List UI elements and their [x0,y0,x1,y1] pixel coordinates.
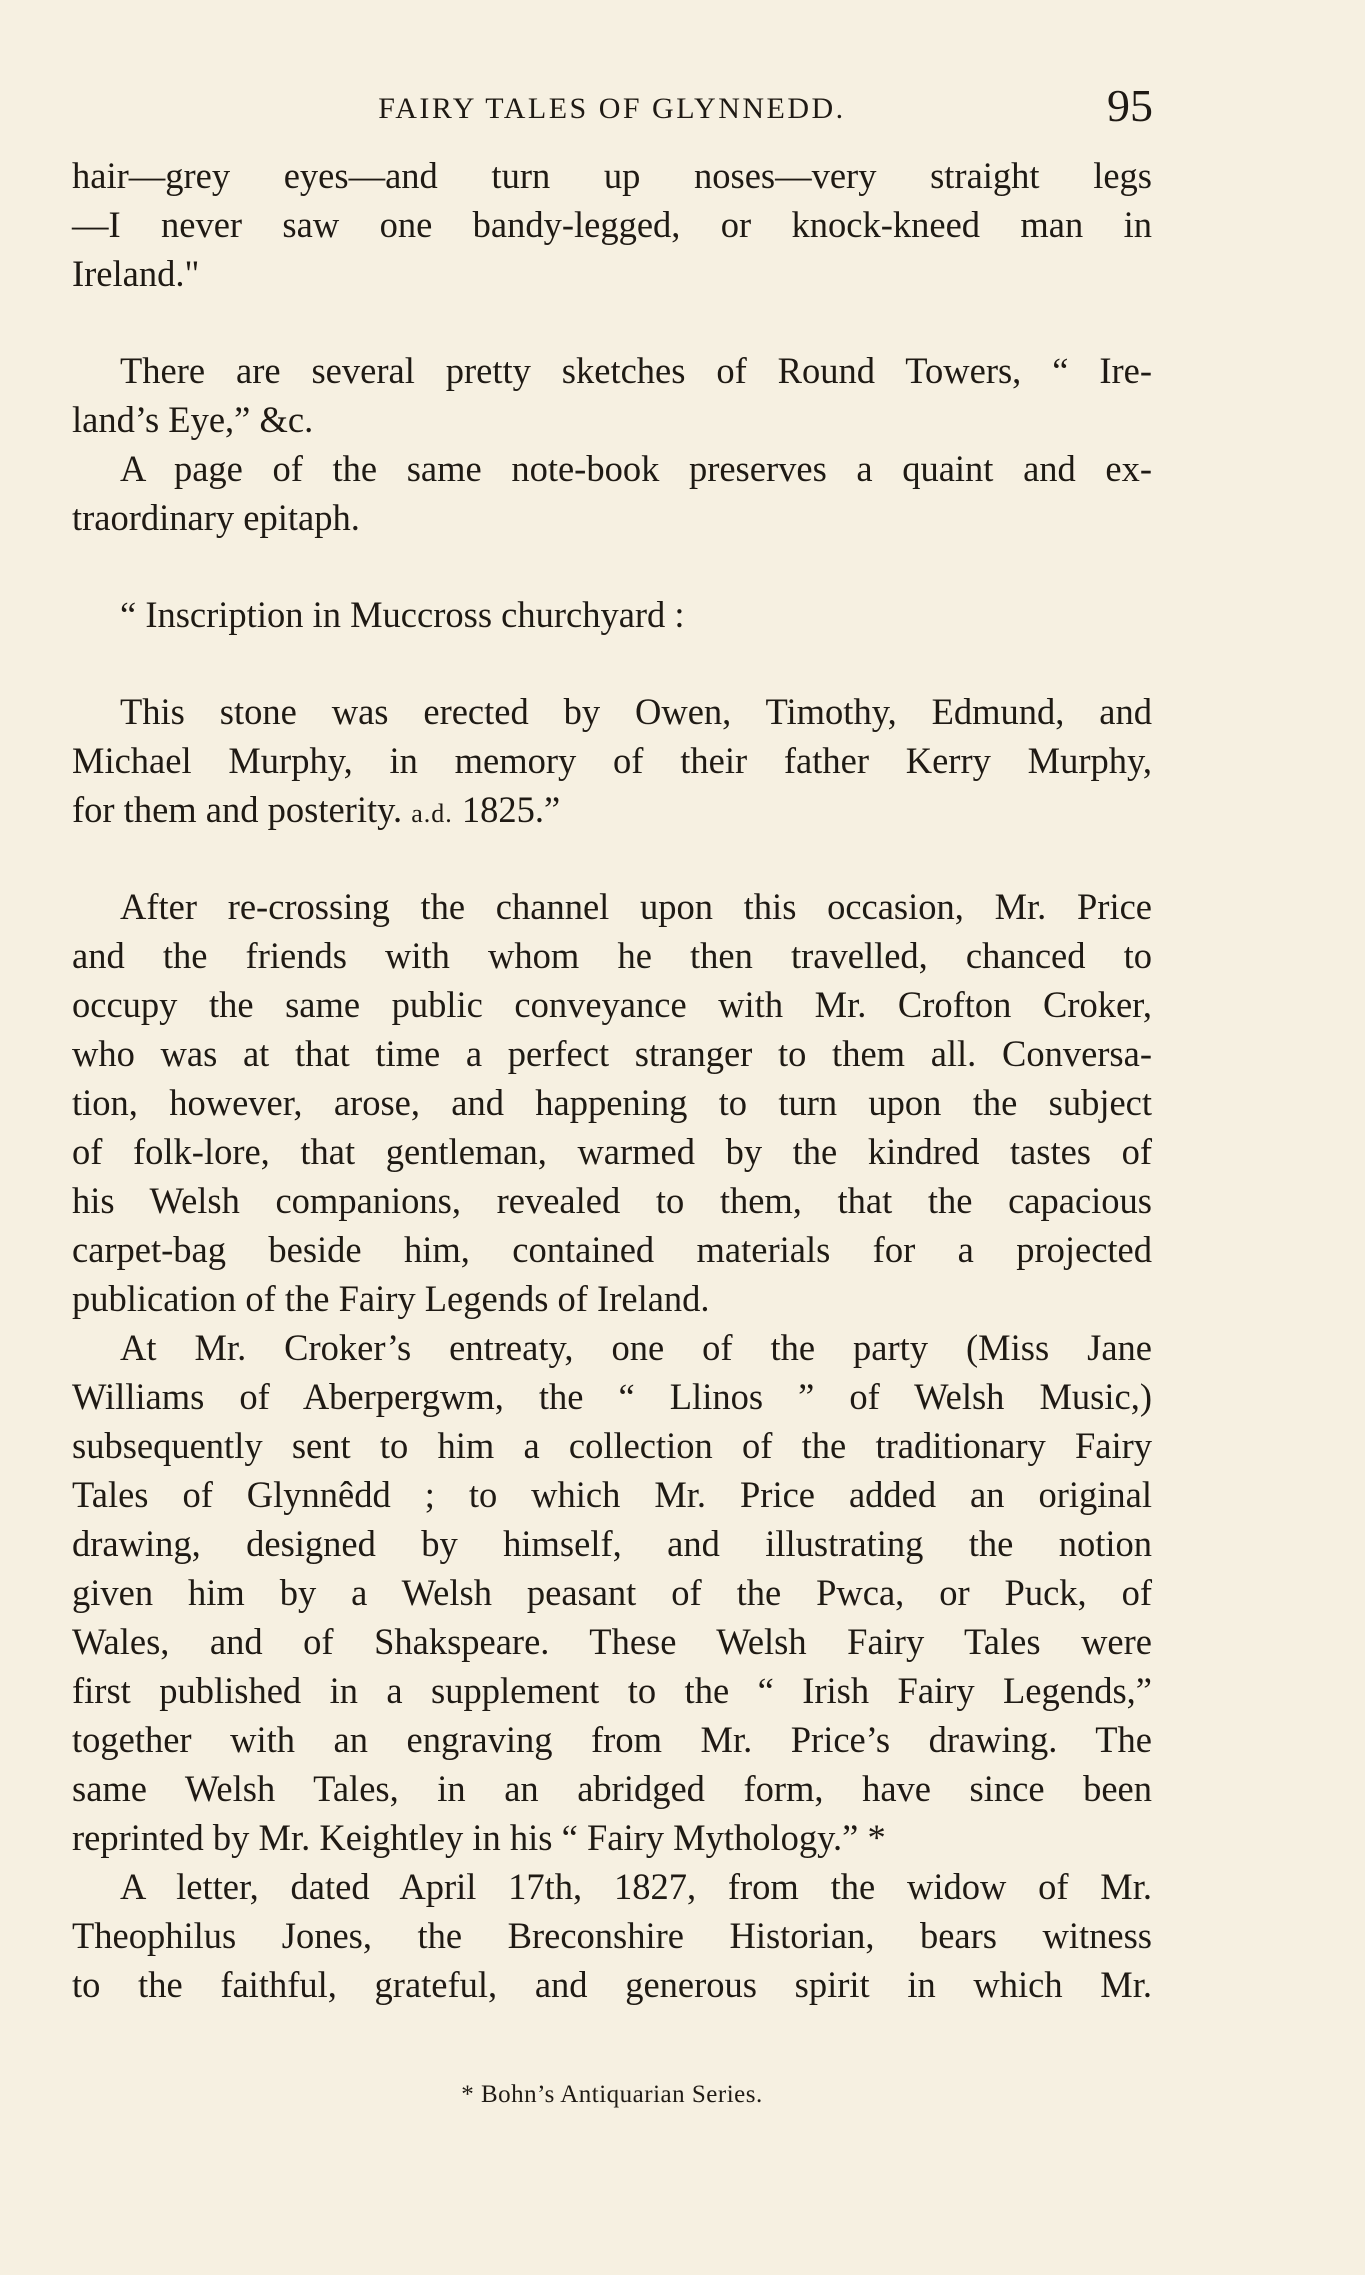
text-line: Michael Murphy, in memory of their father Kerry Murphy, [72,740,1152,781]
text-line: who was at that time a perfect stranger to them all. Conversa- [72,1033,1152,1074]
text-line: subsequently sent to him a collection of the traditionary Fairy [72,1425,1152,1466]
text-line [72,785,1152,834]
text-line: At Mr. Croker’s entreaty, one of the party (Miss Jane [120,1327,1152,1368]
paragraph [72,444,1152,542]
text-line: first published in a supplement to the “ Irish Fairy Legends,” [72,1670,1152,1711]
text-line: and the friends with whom he then travelled, chanced to [72,935,1152,976]
text-line: “ Inscription in Muccross churchyard : [120,594,685,635]
text-line: There are several pretty sketches of Round Towers, “ Ire- [120,350,1152,391]
text-line: given him by a Welsh peasant of the Pwca, or Puck, of [72,1572,1152,1613]
text-line: reprinted by Mr. Keightley in his “ Fairy Mythology.” * [72,1817,886,1858]
text-line: A letter, dated April 17th, 1827, from the widow of Mr. [120,1866,1152,1907]
text-line: traordinary epitaph. [72,497,360,538]
paragraph-gap [72,639,1152,687]
running-head [72,82,1152,132]
text-fragment: 1825.” [452,789,561,830]
text-line: Williams of Aberpergwm, the “ Llinos ” of Welsh Music,) [72,1376,1152,1417]
small-caps-date: a.d. [411,799,453,828]
text-line: tion, however, arose, and happening to turn upon the subject [72,1082,1152,1123]
text-line: Ireland." [72,253,200,294]
paragraph [72,882,1152,1323]
text-line: After re-crossing the channel upon this occasion, Mr. Price [120,886,1152,927]
paragraph-gap [72,834,1152,882]
paragraph [72,590,1152,639]
text-line: Wales, and of Shakspeare. These Welsh Fairy Tales were [72,1621,1152,1662]
paragraph [72,1862,1152,2009]
paragraph [72,151,1152,298]
text-line: This stone was erected by Owen, Timothy, Edmund, and [120,691,1152,732]
footnote: * Bohn’s Antiquarian Series. [461,2081,763,2108]
paragraph [72,346,1152,444]
paragraph-gap [72,298,1152,346]
text-line: of folk-lore, that gentleman, warmed by the kindred tastes of [72,1131,1152,1172]
text-line: A page of the same note-book preserves a quaint and ex- [120,448,1152,489]
page-number: 95 [1107,80,1153,131]
paragraph [72,1323,1152,1862]
text-line: —I never saw one bandy-legged, or knock-kneed man in [72,204,1152,245]
text-line: hair—grey eyes—and turn up noses—very straight legs [72,155,1152,196]
text-line: land’s Eye,” &c. [72,399,314,440]
text-line: his Welsh companions, revealed to them, that the capacious [72,1180,1152,1221]
paragraph-gap [72,542,1152,590]
text-line: same Welsh Tales, in an abridged form, have since been [72,1768,1152,1809]
text-line: publication of the Fairy Legends of Ireland. [72,1278,710,1319]
body-text [72,151,1152,2009]
text-line: occupy the same public conveyance with Mr. Crofton Croker, [72,984,1152,1025]
text-line: together with an engraving from Mr. Price’s drawing. The [72,1719,1152,1760]
text-line: carpet-bag beside him, contained materials for a projected [72,1229,1152,1270]
text-line: drawing, designed by himself, and illustrating the notion [72,1523,1152,1564]
text-line: Theophilus Jones, the Breconshire Historian, bears witness [72,1915,1152,1956]
text-line: Tales of Glynnêdd ; to which Mr. Price added an original [72,1474,1152,1515]
text-fragment: for them and posterity. [72,789,412,830]
epitaph-quote [72,687,1152,834]
running-title: FAIRY TALES OF GLYNNEDD. [378,92,846,125]
text-line: to the faithful, grateful, and generous spirit in which Mr. [72,1964,1152,2005]
